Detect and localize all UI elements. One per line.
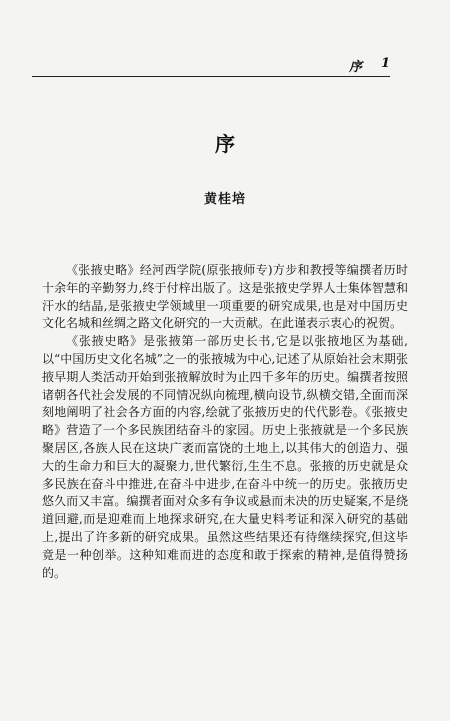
running-header [32,58,390,77]
body-text [42,262,408,582]
page-title: 序 [215,132,235,156]
page-number: 1 [380,56,390,71]
author-name: 黄桂培 [203,192,246,207]
paragraph: 《张掖史略》是张掖第一部历史长书,它是以张掖地区为基础,以“中国历史文化名城”之一的张掖城为中心,记述了从原始社会末期张掖早期人类活动开始到张掖解放时为止四千多年的历史。编撰者按照诸朝各代社会发展的不同情况纵向梳理,横向设节,纵横交错,全面而深刻地阐明了社会各方面的内容,绘就了张掖历史的代代影卷。《张掖史略》营造了一个多民族团结奋斗的家园。历史上张掖就是一个多民族聚居区,各族人民在这块广袤而富饶的土地上,以其伟大的创造力、强大的生命力和巨大的凝聚力,世代繁衍,生生不息。张掖的历史就是众多民族在奋斗中推进,在奋斗中进步,在奋斗中统一的历史。张掖历史悠久而又丰富。编撰者面对众多有争议或悬而未决的历史疑案,不是绕道回避,而是迎难而上地探求研究,在大量史料考证和深入研究的基础上,提出了许多新的研究成果。虽然这些结果还有待继续探究,但这毕竟是一种创举。这种知难而进的态度和敢于探索的精神,是值得赞扬的。 [42,334,408,580]
running-header-section: 序 [348,60,362,75]
paragraph: 《张掖史略》经河西学院(原张掖师专)方步和教授等编撰者历时十余年的辛勤努力,终于付梓出版了。这是张掖史学界人士集体智慧和汗水的结晶,是张掖史学领域里一项重要的研究成果,也是对中国历史文化名城和丝绸之路文化研究的一大贡献。在此谨表示衷心的祝贺。 [42,263,408,331]
